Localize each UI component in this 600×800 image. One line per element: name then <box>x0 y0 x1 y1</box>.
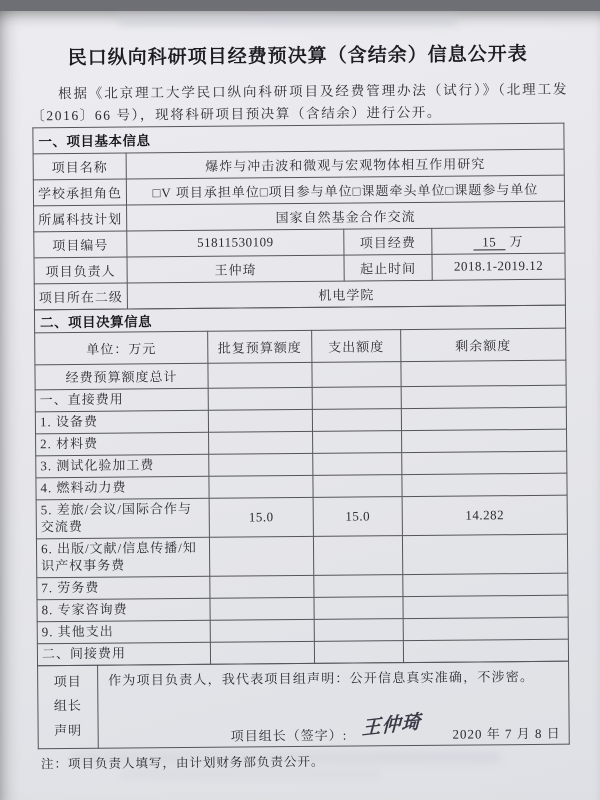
section1-title: 一、项目基本信息 <box>33 123 564 154</box>
school-role-value: □V 项目承担单位□项目参与单位□课题牵头单位□课题参与单位 <box>126 175 564 205</box>
signature-row <box>98 708 568 745</box>
row-remaining <box>402 534 567 574</box>
duration-label: 起止时间 <box>344 254 432 281</box>
row-spent <box>314 618 403 641</box>
row-budget <box>210 619 314 642</box>
row-budget <box>208 409 312 432</box>
section2-title: 二、项目决算信息 <box>34 305 565 333</box>
declaration-label-cell <box>38 665 99 749</box>
row-budget: 15.0 <box>209 497 313 537</box>
declaration-label-line: 组长 <box>53 698 82 714</box>
row-spent <box>313 535 402 575</box>
row-budget <box>210 641 314 664</box>
bleed-through-smudge <box>120 770 380 779</box>
row-spent <box>313 452 402 475</box>
funding-unit: 万 <box>509 233 524 249</box>
department-value: 机电学院 <box>127 279 565 309</box>
row-label: 一、直接费用 <box>35 388 208 412</box>
row-spent: 15.0 <box>313 496 402 536</box>
project-name-value: 爆炸与冲击波和微观与宏观物体相互作用研究 <box>126 149 564 179</box>
footnote: 注：项目负责人填写，由计划财务部负责公开。 <box>40 754 325 771</box>
declaration-row <box>38 661 570 749</box>
col-budget: 批复预算额度 <box>208 330 312 363</box>
row-label: 2. 材料费 <box>36 432 209 456</box>
row-remaining <box>403 617 568 640</box>
program-value: 国家自然基金合作交流 <box>127 201 565 231</box>
col-spent: 支出额度 <box>312 329 401 362</box>
department-label: 项目所在二级 <box>34 283 127 310</box>
row-remaining <box>401 360 566 386</box>
project-number-label: 项目编号 <box>34 231 127 258</box>
row-spent <box>314 596 403 619</box>
final-accounts-table <box>34 304 569 666</box>
row-remaining <box>403 595 568 618</box>
signature-handwriting: 王仲琦 <box>361 711 422 740</box>
declaration-label-line: 项目 <box>53 673 82 689</box>
row-budget <box>208 362 312 388</box>
row-remaining <box>403 573 568 596</box>
row-remaining <box>403 639 568 662</box>
declaration-label-line: 声明 <box>54 722 83 739</box>
leader-label: 项目负责人 <box>34 257 127 284</box>
row-budget <box>209 536 313 576</box>
row-budget <box>209 475 313 498</box>
project-number-value: 51811530109 <box>127 229 344 257</box>
row-spent <box>313 474 402 497</box>
row-remaining <box>401 407 566 430</box>
row-label: 1. 设备费 <box>35 410 208 434</box>
row-label: 9. 其他支出 <box>37 620 210 644</box>
row-spent <box>314 640 403 663</box>
row-label: 经费预算额度总计 <box>35 363 208 390</box>
col-unit: 单位：万元 <box>35 331 208 365</box>
declaration-statement: 作为项目负责人，我代表项目组声明：公开信息真实准确，不涉密。 <box>108 668 535 688</box>
leader-value: 王仲琦 <box>127 255 344 283</box>
row-label: 8. 专家咨询费 <box>37 598 210 622</box>
col-remaining: 剩余额度 <box>401 328 566 361</box>
row-label: 3. 测试化验加工费 <box>36 454 209 478</box>
document-content <box>0 8 600 772</box>
row-spent <box>314 574 403 597</box>
basic-info-table <box>32 122 566 310</box>
table-row <box>36 495 567 539</box>
duration-value: 2018.1-2019.12 <box>432 253 565 280</box>
row-remaining <box>402 429 567 452</box>
row-budget <box>209 431 313 454</box>
declaration-table <box>37 660 570 749</box>
program-label: 所属科技计划 <box>34 205 127 232</box>
school-role-label: 学校承担角色 <box>33 179 126 206</box>
row-remaining <box>401 385 566 408</box>
table-row <box>36 534 567 578</box>
funding-value <box>432 227 565 254</box>
signature-label: 项目组长（签字）: <box>230 727 348 744</box>
row-spent <box>312 386 401 409</box>
row-remaining <box>402 451 567 474</box>
funding-amount: 15 <box>473 234 505 250</box>
declaration-content-cell <box>98 661 570 748</box>
page-title: 民口纵向科研项目经费预决算（含结余）信息公开表 <box>67 44 528 70</box>
row-spent <box>313 430 402 453</box>
column-header-row <box>35 328 566 365</box>
declaration-label <box>42 670 94 745</box>
intro-paragraph: 根据《北京理工大学民口纵向科研项目及经费管理办法（试行）》（北理工发〔2016〕66 号），现将科研项目预决算（含结余）进行公开。 <box>31 81 569 124</box>
row-label: 5. 差旅/会议/国际合作与交流费 <box>36 498 209 539</box>
row-label: 6. 出版/文献/信息传播/知识产权事务费 <box>36 537 209 578</box>
row-budget <box>210 597 314 620</box>
row-remaining: 14.282 <box>402 495 567 535</box>
row-label: 二、间接费用 <box>37 642 210 666</box>
row-spent <box>312 361 401 387</box>
signature-date: 2020 年 7 月 8 日 <box>452 725 561 742</box>
row-budget <box>210 575 314 598</box>
row-budget <box>208 387 312 410</box>
row-label: 4. 燃料动力费 <box>36 476 209 500</box>
row-spent <box>312 408 401 431</box>
project-name-label: 项目名称 <box>33 153 126 180</box>
row-remaining <box>402 473 567 496</box>
row-label: 7. 劳务费 <box>37 576 210 600</box>
funding-label: 项目经费 <box>344 228 432 255</box>
row-budget <box>209 453 313 476</box>
